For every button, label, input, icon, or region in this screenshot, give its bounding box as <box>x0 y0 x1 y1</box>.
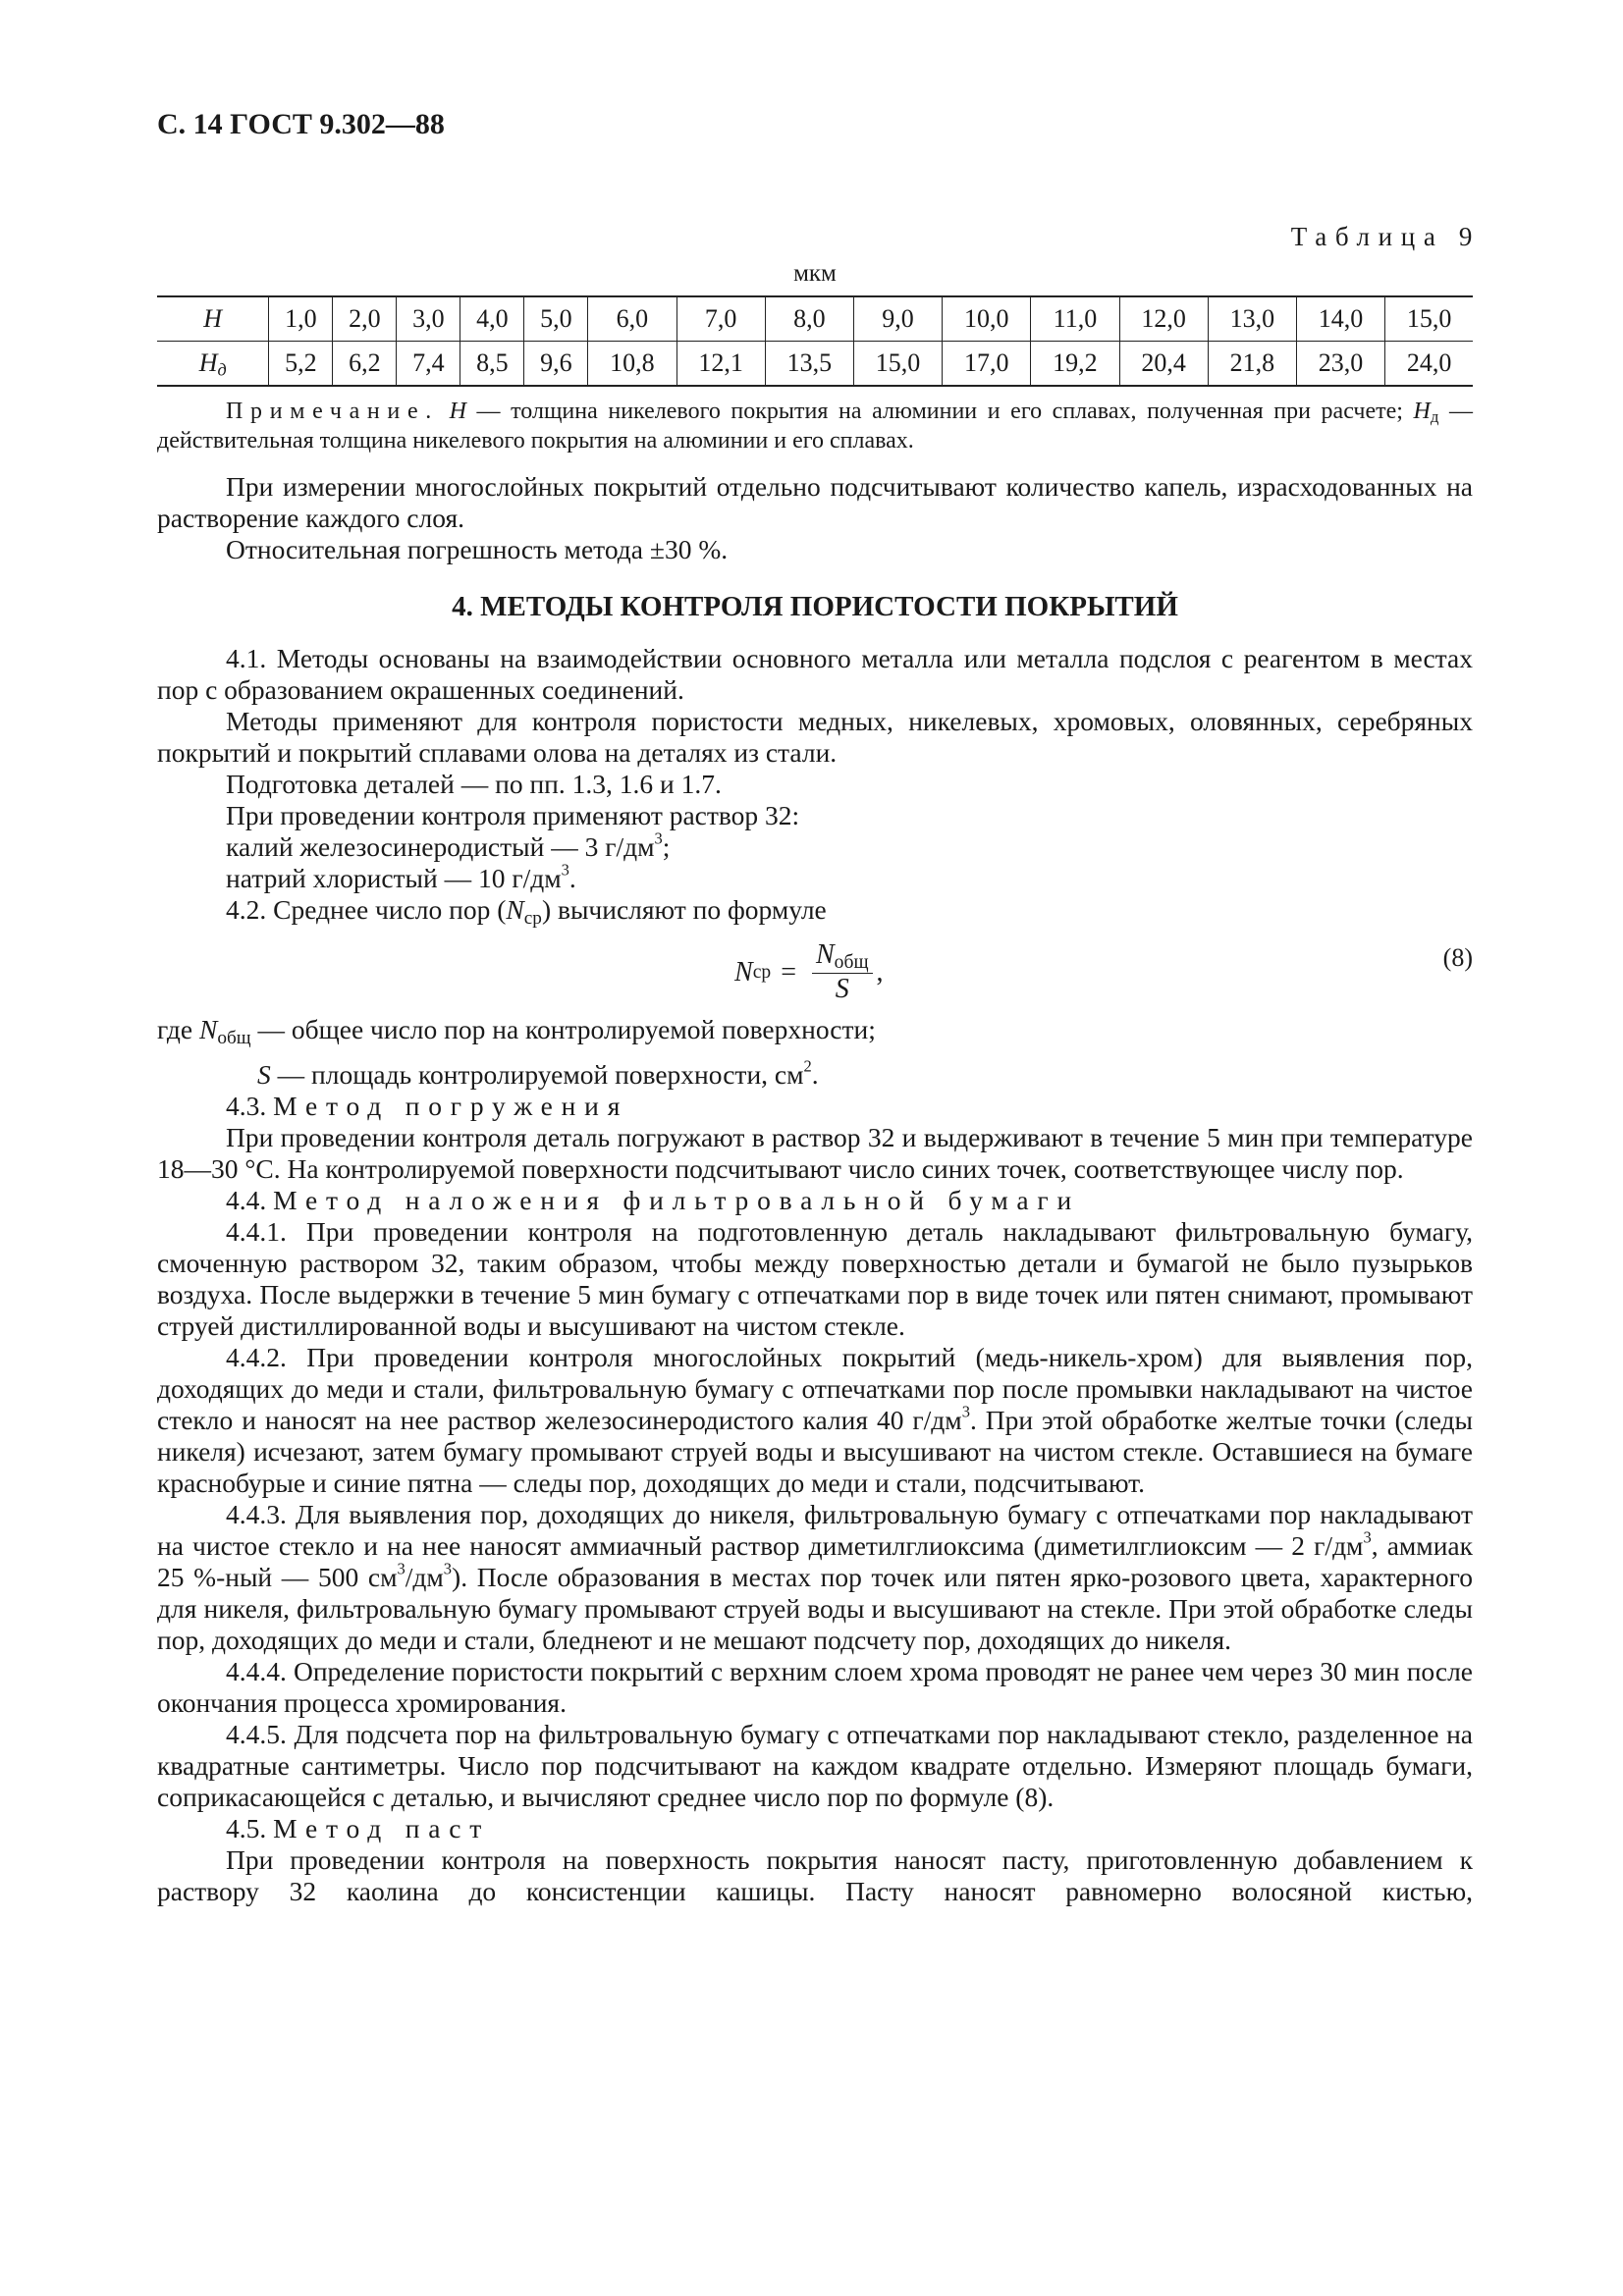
table-note: Примечание. H — толщина никелевого покрытия на алюминии и его сплавах, полученная при расчете; $H_д$ — действительная толщина никелевого покрытия на алюминии и его сплавах. <box>157 399 1474 454</box>
heading-4-3: 4.3. Метод погружения <box>226 1091 629 1121</box>
table-cell: 24,0 <box>1385 342 1473 387</box>
where-line-1: где $N_{общ}$ — общее число пор на контролируемой поверхности; <box>157 1014 876 1048</box>
table-cell: 10,8 <box>588 342 676 387</box>
table-cell: 10,0 <box>943 296 1031 342</box>
paragraph-prep: Подготовка деталей — по пп. 1.3, 1.6 и 1.7. <box>226 769 722 799</box>
paragraph-4-4-1: 4.4.1. При проведении контроля на подготовленную деталь накладывают фильтровальную бумагу, смоченную раствором 32, таким образом, чтобы между поверхностью детали и бумагой не было пузырьков воздуха. После выдержки в течение 5 мин бумагу с отпечатками пор в виде точек или пятен снимают, промывают струей дистиллированной воды и высушивают на чистом стекле. <box>157 1216 1473 1341</box>
heading-4-5: 4.5. Метод паст <box>226 1813 491 1843</box>
table-cell: 12,0 <box>1119 296 1208 342</box>
reagent-line-1: калий железосинеродистый — 3 $г/дм^3$; <box>226 828 671 862</box>
paragraph-error: Относительная погрешность метода ±30 %. <box>226 534 729 564</box>
paragraph-4-5: При проведении контроля на поверхность покрытия наносят пасту, приготовленную добавлением к раствору 32 каолина до консистенции кашицы. Пасту наносят равномерно волосяной кистью, <box>157 1844 1473 1906</box>
table-cell: 15,0 <box>853 342 942 387</box>
table-cell: 9,0 <box>853 296 942 342</box>
table-cell: 6,2 <box>333 342 397 387</box>
table-cell: 4,0 <box>460 296 524 342</box>
table-cell: 5,0 <box>524 296 588 342</box>
thickness-table <box>157 295 1473 387</box>
table-cell: 17,0 <box>943 342 1031 387</box>
table-cell: 13,0 <box>1208 296 1296 342</box>
paragraph-4-4-5: 4.4.5. Для подсчета пор на фильтровальную бумагу с отпечатками пор накладывают стекло, разделенное на квадратные сантиметры. Число пор подсчитывают на каждом квадрате отдельно. Измеряют площадь бумаги, соприкасающейся с деталью, и вычисляют среднее число пор по формуле (8). <box>157 1719 1473 1812</box>
table-cell: 3,0 <box>397 296 460 342</box>
table-cell: 9,6 <box>524 342 588 387</box>
page-header: С. 14 ГОСТ 9.302—88 <box>157 108 445 140</box>
paragraph-4-4-3: 4.4.3. Для выявления пор, доходящих до никеля, фильтровальную бумагу с отпечатками пор накладывают на чистое стекло и на нее наносят аммиачный раствор диметилглиоксима (диметилглиоксим — 2 $г/дм^3$, аммиак 25 %-ный — 500 $см^3/дм^3$). После образования в местах пор точек или пятен ярко-розового цвета, характерного для никеля, фильтровальную бумагу промывают струей воды и высушивают на стекле. При этой обработке следы пор, доходящих до меди и стали, бледнеют и не мешают подсчету пор, доходящих до никеля. <box>157 1499 1473 1655</box>
table-cell: 5,2 <box>269 342 333 387</box>
table-cell: 14,0 <box>1296 296 1384 342</box>
table-cell: 7,0 <box>676 296 765 342</box>
table-row-h <box>157 296 1473 342</box>
table-row-hd <box>157 342 1473 387</box>
paragraph-4-1: 4.1. Методы основаны на взаимодействии основного металла или металла подслоя с реагентом в местах пор с образованием окрашенных соединений. <box>157 643 1473 705</box>
row-label-hd: $H_д$ <box>157 342 269 387</box>
table-cell: 1,0 <box>269 296 333 342</box>
table-cell: 20,4 <box>1119 342 1208 387</box>
table-caption: Таблица 9 <box>1290 222 1481 251</box>
table-units: мкм <box>793 260 837 287</box>
paragraph-multilayer: При измерении многослойных покрытий отдельно подсчитывают количество капель, израсходованных на растворение каждого слоя. <box>157 471 1473 533</box>
formula-fraction: $\frac{N_{общ}}{S}$ <box>812 939 873 1005</box>
table-cell: 13,5 <box>765 342 853 387</box>
table-cell: 21,8 <box>1208 342 1296 387</box>
paragraph-4-4-4: 4.4.4. Определение пористости покрытий с верхним слоем хрома проводят не ранее чем через 30 мин после окончания процесса хромирования. <box>157 1656 1473 1718</box>
formula-8 <box>157 932 1473 1010</box>
table-cell: 8,0 <box>765 296 853 342</box>
page <box>157 108 1481 1907</box>
table-cell: 6,0 <box>588 296 676 342</box>
table-cell: 23,0 <box>1296 342 1384 387</box>
table-cell: 2,0 <box>333 296 397 342</box>
formula-number: (8) <box>1442 943 1473 972</box>
paragraph-4-2: 4.2. Среднее число пор $(N_{ср})$ вычисляют по формуле <box>226 894 827 929</box>
section-title: 4. МЕТОДЫ КОНТРОЛЯ ПОРИСТОСТИ ПОКРЫТИЙ <box>452 591 1178 622</box>
reagent-line-2: натрий хлористый — 10 $г/дм^3$. <box>226 860 576 893</box>
paragraph-4-3: При проведении контроля деталь погружают в раствор 32 и выдерживают в течение 5 мин при температуре 18—30 °С. На контролируемой поверхности подсчитывают число синих точек, соответствующее числу пор. <box>157 1122 1473 1184</box>
formula-body: N ср = $\frac{N_{общ}}{S}$ , <box>734 939 884 1004</box>
where-line-2: S — площадь контролируемой поверхности, $см^2$. <box>257 1056 819 1090</box>
paragraph-apply: Методы применяют для контроля пористости медных, никелевых, хромовых, оловянных, серебряных покрытий и покрытий сплавами олова на деталях из стали. <box>157 706 1473 768</box>
table-cell: 7,4 <box>397 342 460 387</box>
row-label-h: H <box>157 296 269 342</box>
table-cell: 12,1 <box>676 342 765 387</box>
table-cell: 11,0 <box>1031 296 1119 342</box>
heading-4-4: 4.4. Метод наложения фильтровальной бумаги <box>226 1185 1081 1215</box>
table-cell: 15,0 <box>1385 296 1473 342</box>
paragraph-4-4-2: 4.4.2. При проведении контроля многослойных покрытий (медь-никель-хром) для выявления пор, доходящих до меди и стали, фильтровальную бумагу с отпечатками пор после промывки накладывают на чистое стекло и наносят на нее раствор железосинеродистого калия 40 $г/дм^3$. При этой обработке желтые точки (следы никеля) исчезают, затем бумагу промывают струей воды и высушивают на чистом стекле. Оставшиеся на бумаге краснобурые и синие пятна — следы пор, доходящих до меди и стали, подсчитывают. <box>157 1342 1474 1498</box>
paragraph-solution: При проведении контроля применяют раствор 32: <box>226 800 800 830</box>
table-cell: 8,5 <box>460 342 524 387</box>
table-cell: 19,2 <box>1031 342 1119 387</box>
